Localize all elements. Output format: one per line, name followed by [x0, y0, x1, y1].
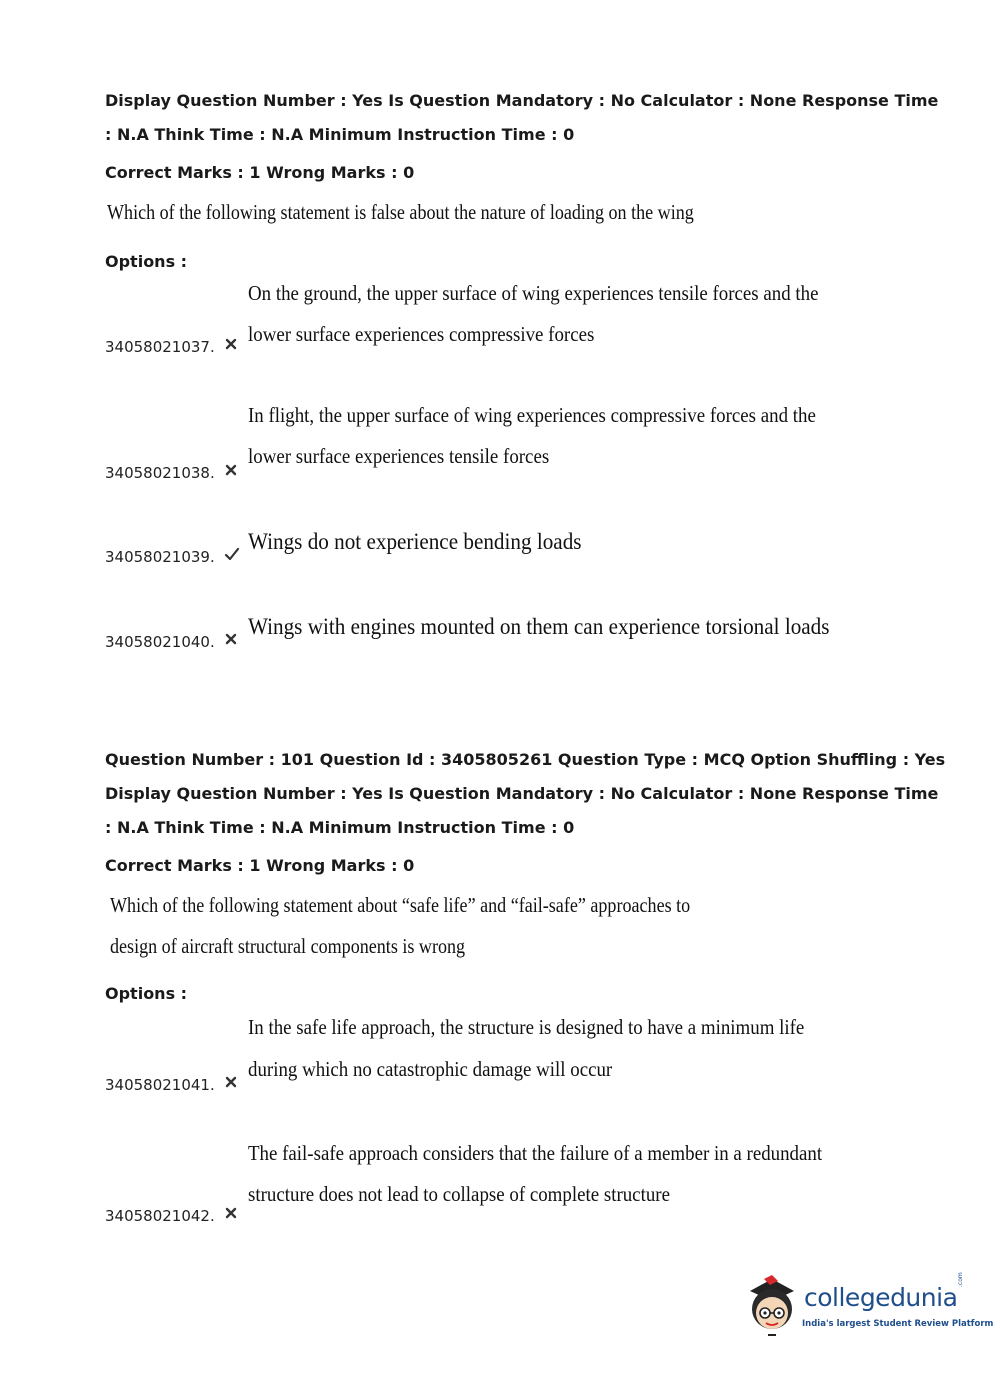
option-text: On the ground, the upper surface of wing experiences tensile forces and the	[248, 281, 819, 305]
marks-line: Correct Marks : 1 Wrong Marks : 0	[105, 163, 415, 182]
logo-tagline: India's largest Student Review Platform	[802, 1319, 994, 1329]
collegedunia-logo	[742, 1272, 994, 1343]
logo-suffix: .com	[957, 1272, 964, 1287]
cross-icon	[224, 1206, 238, 1220]
option-id: 34058021039.	[105, 548, 215, 566]
checkmark-icon	[224, 547, 240, 561]
option-id: 34058021041.	[105, 1076, 215, 1094]
question-meta-line: : N.A Think Time : N.A Minimum Instruction Time : 0	[105, 818, 575, 837]
question-text: design of aircraft structural components is wrong	[110, 934, 466, 958]
option-text: In flight, the upper surface of wing experiences compressive forces and the	[248, 403, 816, 427]
options-label: Options :	[105, 252, 188, 271]
option-text: lower surface experiences tensile forces	[248, 444, 550, 468]
question-text: Which of the following statement is false about the nature of loading on the wing	[107, 200, 694, 224]
option-text: Wings do not experience bending loads	[248, 529, 582, 554]
option-id: 34058021037.	[105, 338, 215, 356]
mascot-icon	[742, 1273, 802, 1341]
options-label: Options :	[105, 984, 188, 1003]
option-id: 34058021042.	[105, 1207, 215, 1225]
question-meta-line: Display Question Number : Yes Is Question Mandatory : No Calculator : None Response Time	[105, 784, 939, 803]
option-text: during which no catastrophic damage will occur	[248, 1057, 613, 1081]
cross-icon	[224, 463, 238, 477]
option-text: In the safe life approach, the structure is designed to have a minimum life	[248, 1015, 805, 1039]
option-text: Wings with engines mounted on them can experience torsional loads	[248, 614, 830, 639]
cross-icon	[224, 337, 238, 351]
question-meta-line: Question Number : 101 Question Id : 3405805261 Question Type : MCQ Option Shuffling : Yes	[105, 750, 946, 769]
option-id: 34058021040.	[105, 633, 215, 651]
question-meta-line: : N.A Think Time : N.A Minimum Instruction Time : 0	[105, 125, 575, 144]
logo-wordmark: collegedunia	[804, 1283, 958, 1312]
option-id: 34058021038.	[105, 464, 215, 482]
option-text: lower surface experiences compressive forces	[248, 322, 595, 346]
question-text: Which of the following statement about “safe life” and “fail-safe” approaches to	[110, 893, 691, 917]
cross-icon	[224, 632, 238, 646]
marks-line: Correct Marks : 1 Wrong Marks : 0	[105, 856, 415, 875]
option-text: structure does not lead to collapse of complete structure	[248, 1182, 670, 1206]
cross-icon	[224, 1075, 238, 1089]
option-text: The fail-safe approach considers that the failure of a member in a redundant	[248, 1141, 823, 1165]
question-meta-line: Display Question Number : Yes Is Question Mandatory : No Calculator : None Response Time	[105, 91, 939, 110]
